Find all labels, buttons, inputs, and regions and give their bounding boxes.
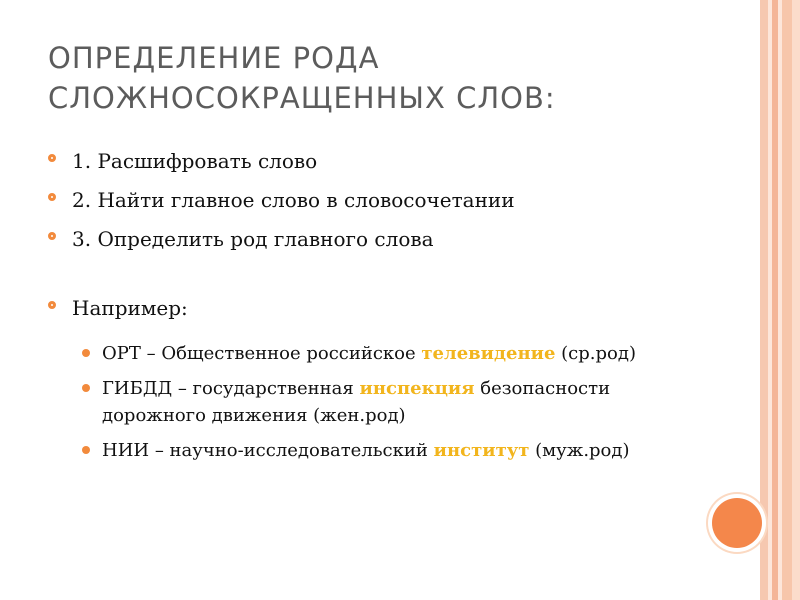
bullet-icon: [48, 232, 56, 240]
bullet-icon: [48, 193, 56, 201]
list-item: [48, 226, 728, 252]
list-item: [82, 375, 702, 429]
bullet-icon: [82, 384, 90, 392]
slide-title: [48, 38, 738, 118]
bullet-icon: [48, 301, 56, 309]
decorative-circle-icon: [712, 498, 762, 548]
example-keyword: телевидение: [421, 343, 556, 364]
list-item: [48, 187, 728, 213]
step-text: 2. Найти главное слово в словосочетании: [72, 188, 515, 212]
bullet-icon: [82, 446, 90, 454]
steps-list: [48, 148, 728, 334]
decorative-stripes: [760, 0, 800, 600]
example-suffix: безопасности дорожного движения (жен.род): [102, 378, 611, 426]
example-prefix: НИИ – научно-исследовательский: [102, 440, 434, 461]
bullet-icon: [82, 349, 90, 357]
bullet-icon: [48, 154, 56, 162]
title-line-1: ОПРЕДЕЛЕНИЕ РОДА: [48, 41, 380, 75]
list-item: [82, 340, 702, 367]
examples-list: [82, 340, 702, 472]
example-label: Например:: [72, 296, 188, 320]
example-suffix: (ср.род): [555, 343, 636, 364]
example-suffix: (муж.род): [529, 440, 630, 461]
example-prefix: ГИБДД – государственная: [102, 378, 360, 399]
list-item: [48, 295, 728, 321]
list-item: [82, 437, 702, 464]
list-item: [48, 148, 728, 174]
step-text: 3. Определить род главного слова: [72, 227, 434, 251]
title-line-2: СЛОЖНОСОКРАЩЕННЫХ СЛОВ:: [48, 81, 556, 115]
example-keyword: инспекция: [359, 378, 475, 399]
example-prefix: ОРТ – Общественное российское: [102, 343, 422, 364]
example-keyword: институт: [433, 440, 530, 461]
step-text: 1. Расшифровать слово: [72, 149, 318, 173]
